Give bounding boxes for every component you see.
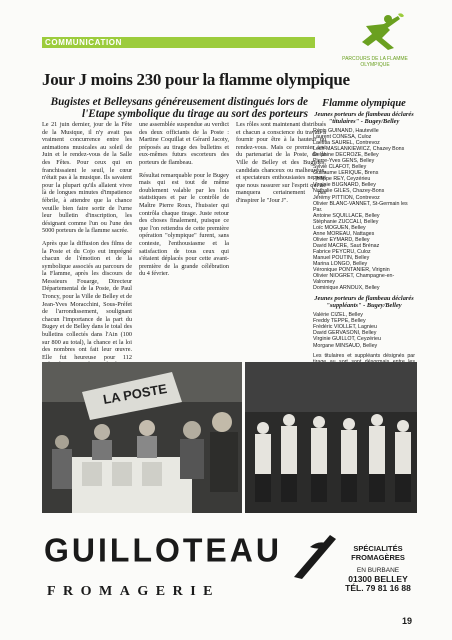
list-item: David GERVASONI, Belley (313, 330, 377, 337)
ad-address (339, 567, 417, 593)
list-item: Dominique ARNOUX, Belley (313, 285, 380, 292)
list-item: Loïc MOGUEN, Belley (313, 224, 366, 231)
sidebar-subtitle-titulaires: Jeunes porteurs de flambeau déclarés "titulaires" - Bugey/Belley (314, 111, 414, 125)
cheese-knife-icon (290, 529, 338, 581)
list-item: Régis GUINAND, Hauteville (313, 128, 379, 134)
list-item: Virginie BUGNARD, Belley (313, 182, 376, 189)
ad-address-line1: EN BURBANE (356, 567, 400, 574)
list-item: Véronique PONTANIER, Virignin (313, 267, 390, 274)
list-item: Nathalie GILES, Chazey-Bons (313, 188, 385, 195)
article-column-1 (42, 121, 132, 397)
paragraph: Le 21 juin dernier, jour de la Fête de la Musique, il n'y avait pas vraiment concurrence entre les animations musicales au soleil de Juin et le rendez-vous de la Salle des Fêtes. Pour ceux qui en franchissaient le seuil, le cœur n'était pas à la musique. Ils savaient pour la plupart qu'ils allaient vivre là de longues minutes d'impatience fébrile, à attendre que la chance veuille bien faire sortir de l'urne leur bulletin d'inscription, les désignant comme l'un ou l'une des 5000 porteurs de la flamme sacrée. (42, 121, 132, 235)
list-item: Delphine DECROZE, Belley (313, 152, 379, 159)
list-item: Sylvie CLAFOT, Belley (313, 164, 367, 171)
section-label: COMMUNICATION (45, 38, 122, 47)
list-item: Manuel POUTIN, Belley (313, 254, 370, 261)
sidebar-box (313, 98, 415, 407)
list-item: Fabrice PEYCRU, Culoz (313, 248, 371, 255)
list-item: Antoine SQUILLACE, Belley (313, 212, 380, 219)
list-item: Virginie GUILLOT, Ceyzérieu (313, 336, 381, 343)
list-item: Philippe REY, Ceyzérieu (313, 176, 371, 183)
paragraph: une assemblée suspendue au verdict des deux officiants de la Poste : Martine Coquillat et Gérard Jacoty, préposés au tirage des bulletins et eux-mêmes futurs escorteurs des porteurs de flambeau. (139, 121, 229, 166)
list-item: Olivier EYMARD, Belley (313, 236, 370, 243)
list-item: Laurent CONESA, Culoz (313, 134, 372, 141)
titulaires-list (313, 128, 415, 291)
list-item: Marina LONGO, Belley (313, 261, 368, 268)
page-number: 19 (402, 616, 413, 626)
list-item: Laetitia SAUREL, Contrevoz (313, 140, 380, 147)
list-item: Frédéric VIOLLET, Lagnieu (313, 324, 377, 331)
list-item: Morgane MINSAUD, Belley (313, 342, 378, 349)
suppleants-list (313, 312, 415, 348)
logo-caption: PARCOURS DE LA FLAMME OLYMPIQUE (342, 56, 408, 68)
paragraph: Résultat remarquable pour le Bugey mais qui est tout de même doublement valable par les lois statistiques et par le contrôle de Maître Pierre Roux, l'huissier qui contrôla chaque tirage. Juste retour des choses finalement, puisque ce que l'on retiendra de cette première opération "olympique" furent, sans conteste, l'enthousiasme et la satisfaction de tous ceux qui s'étaient déplacés pour cette avant-première de la grande célébration du 4 février. (139, 171, 229, 278)
sidebar-title: Flamme olympique (322, 98, 406, 109)
la-poste-sign: LA POSTE (101, 380, 169, 407)
ad-specialties: SPÉCIALITÉS FROMAGÈRES (351, 544, 405, 562)
list-item: Jérémy PITTION, Contrevoz (313, 194, 380, 201)
photo-draw-ceremony (42, 362, 242, 513)
guilloteau-advertisement (44, 527, 416, 613)
article-column-2 (139, 121, 229, 283)
list-item: Olivier NIOGRET, Champagne-en-Valromey (313, 273, 395, 286)
ad-address-line2: 01300 BELLEY (348, 574, 408, 584)
ad-brand-name: GUILLOTEAU (44, 531, 282, 569)
list-item: Stéphanie ZUCCALI, Belley (313, 218, 379, 225)
headline: Jour J moins 230 pour la flamme olympique (42, 70, 350, 89)
list-item: Pierre-Yves GENS, Belley (313, 158, 375, 165)
paragraph: Après que la diffusion des films de la Poste et du Cojo eut imprégné chacun de l'émotion et de la symbolique associés au parcours de la Flamme, après les discours de Messieurs Fouarge, Directeur Départemental de la Poste, de Paul Troncy, pour la Ville de Belley et de Jean-Yves Moracchini, Sous-Préfet de l'arrondissement, soulignant chacun l'importance de la part du Bugey et de Belley dans le total des bulletins collectés dans l'Ain (100 sur 800 au total), la chance et la loi des nombres ont fait leur œuvre. Elle fut heureuse pour 112 (42, 239, 132, 361)
list-item: Olivier BLANC-VANNET, St-Germain les Par. (313, 200, 408, 213)
sidebar-footnote: Les titulaires et suppléants désignés par (313, 352, 415, 359)
photo-winners-group (245, 362, 417, 513)
list-item: Valérie CIZEL, Belley (313, 312, 363, 319)
ad-subtitle: FROMAGERIE (47, 584, 220, 599)
sidebar-subtitle-suppleants: Jeunes porteurs de flambeau déclarés "suppléants" - Bugey/Belley (314, 295, 414, 310)
list-item: Freddy TEPPE, Belley (313, 318, 366, 325)
deck: Bugistes et Belleysans généreusement distingués lors de l'Etape symbolique du tirage au sort des porteurs (50, 96, 308, 120)
ad-telephone: TÉL. 79 81 16 88 (345, 583, 411, 593)
section-band (42, 37, 315, 48)
list-item: Guillaume LERIQUE, Brens (313, 170, 379, 177)
list-item: Anne MOREAU, Nattages (313, 230, 375, 237)
paragraph: Les rôles sont maintenant distribués et chacun a conscience du travail à fournir pour être à la hauteur du rendez-vous. Mais ce premier test du partenariat de la Poste, de la Ville de Belley et des Bugistes, candidats chanceux ou malheureux, et spectateurs enthousiastes ne peut que nous rassurer sur l'esprit qui ne manquera certainement pas d'inspirer le "Jour J". (236, 121, 326, 204)
list-item: Lech MASLANKIEWICZ, Chazey Bons (313, 146, 405, 153)
list-item: David MACRE, Saut Brénaz (313, 242, 380, 249)
torch-runner-icon (338, 12, 412, 56)
